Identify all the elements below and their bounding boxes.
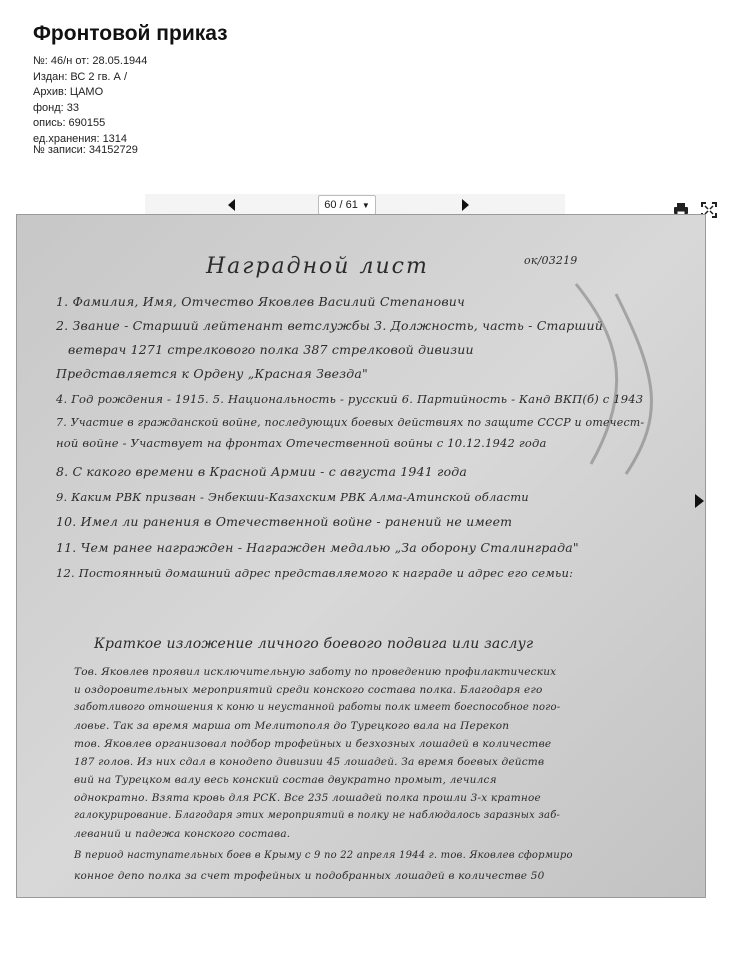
narrative-line: вий на Турецком валу весь конский состав двукратно промыт, лечился bbox=[74, 774, 497, 786]
form-line: 1. Фамилия, Имя, Отчество Яковлев Василий Степанович bbox=[56, 294, 466, 309]
order-number: №: 46/н от: 28.05.1944 bbox=[33, 55, 148, 67]
narrative-line: заботливого отношения к коню и неустанной работы полк имеет боеспособное пого- bbox=[74, 702, 561, 713]
page-indicator: 60 / 61 bbox=[324, 199, 358, 211]
form-line: 11. Чем ранее награжден - Награжден медалью „За оборону Сталинграда" bbox=[56, 540, 579, 555]
narrative-line: однократно. Взята кровь для РСК. Все 235 лошадей полка прошли 3-х кратное bbox=[74, 792, 541, 804]
form-line: 9. Каким РВК призван - Энбекши-Казахским РВК Алма-Атинской области bbox=[56, 490, 529, 504]
fond: фонд: 33 bbox=[33, 101, 80, 114]
chevron-down-icon: ▼ bbox=[361, 200, 370, 210]
section-title: Краткое изложение личного боевого подвига или заслуг bbox=[94, 636, 534, 652]
narrative-line: конное депо полка за счет трофейных и подобранных лошадей в количестве 50 bbox=[74, 870, 545, 882]
corner-note: ок/03219 bbox=[524, 254, 578, 267]
form-line: 4. Год рождения - 1915. 5. Национальность - русский 6. Партийность - Канд ВКП(б) с 1943 bbox=[56, 392, 644, 406]
issued-by: Издан: ВС 2 гв. А / bbox=[33, 70, 127, 83]
narrative-line: Тов. Яковлев проявил исключительную заботу по проведению профилактических bbox=[74, 666, 557, 678]
form-line: 7. Участие в гражданской войне, последующих боевых действиях по защите СССР и отечест- bbox=[56, 416, 645, 429]
narrative-line: леваний и падежа конского состава. bbox=[74, 828, 291, 840]
narrative-line: 187 голов. Из них сдал в конодепо дивизии 45 лошадей. За время боевых действ bbox=[74, 756, 545, 768]
opis: опись: 690155 bbox=[33, 117, 106, 129]
form-line: 8. С какого времени в Красной Армии - с августа 1941 года bbox=[56, 464, 468, 479]
chevron-right-icon[interactable] bbox=[693, 494, 705, 508]
next-page-button[interactable] bbox=[450, 194, 480, 216]
narrative-line: тов. Яковлев организовал подбор трофейных и безхозных лошадей в количестве bbox=[74, 738, 552, 750]
viewer-toolbar bbox=[145, 194, 565, 216]
narrative-line: и оздоровительных мероприятий среди конского состава полка. Благодаря его bbox=[74, 684, 543, 696]
form-line: 12. Постоянный домашний адрес представляемого к награде и адрес его семьи: bbox=[56, 566, 574, 580]
chevron-left-icon bbox=[227, 199, 237, 211]
form-line: 2. Звание - Старший лейтенант ветслужбы 3. Должность, часть - Старший bbox=[56, 318, 603, 333]
form-line: ной войне - Участвует на фронтах Отечественной войны с 10.12.1942 года bbox=[56, 436, 547, 450]
record-number: № записи: 34152729 bbox=[33, 144, 138, 156]
form-line: 10. Имел ли ранения в Отечественной войне - ранений не имеет bbox=[56, 514, 513, 529]
form-line: ветврач 1271 стрелкового полка 387 стрелковой дивизии bbox=[68, 342, 474, 357]
storage-unit: ед.хранения: 1314 bbox=[33, 132, 128, 145]
archive: Архив: ЦАМО bbox=[33, 86, 104, 98]
document-scan bbox=[16, 214, 706, 898]
narrative-line: ловье. Так за время марша от Мелитополя до Турецкого вала на Перекоп bbox=[74, 720, 510, 732]
page-select[interactable] bbox=[318, 195, 376, 215]
prev-page-button[interactable] bbox=[217, 194, 247, 216]
narrative-line: В период наступательных боев в Крыму с 9 по 22 апреля 1944 г. тов. Яковлев сформиро bbox=[74, 850, 573, 861]
chevron-right-icon bbox=[460, 199, 470, 211]
form-line: Представляется к Ордену „Красная Звезда" bbox=[56, 366, 368, 381]
document-title: Наградной лист bbox=[206, 254, 429, 279]
page-title: Фронтовой приказ bbox=[33, 22, 228, 45]
narrative-line: галокурирование. Благодаря этих мероприятий в полку не наблюдалось заразных заб- bbox=[74, 810, 561, 821]
document-metadata bbox=[33, 54, 147, 147]
